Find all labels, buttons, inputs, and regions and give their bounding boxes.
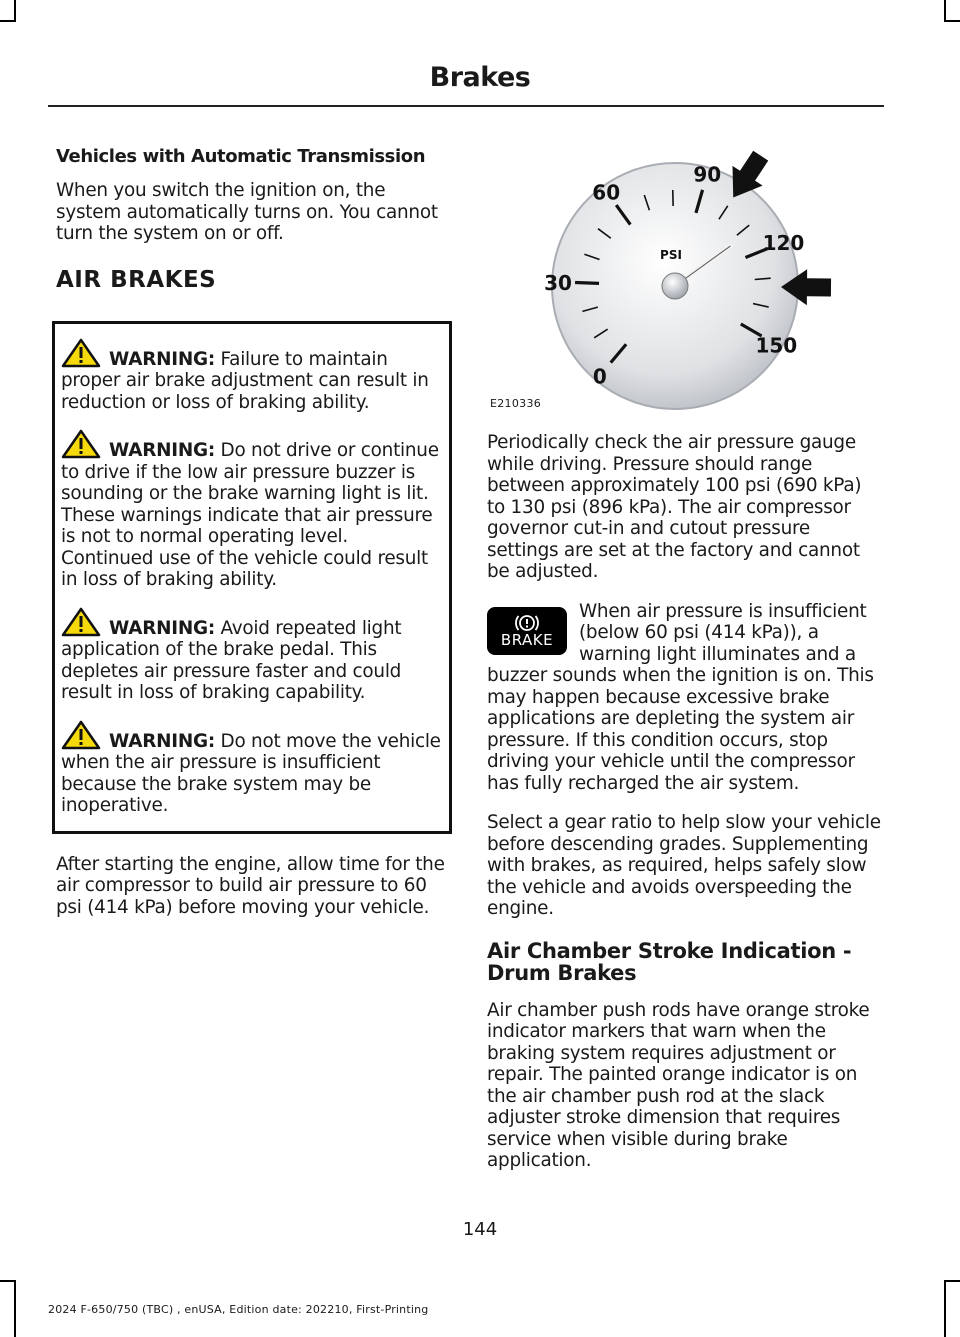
page-title: Brakes	[429, 62, 531, 93]
warning-triangle-icon	[61, 338, 101, 368]
warning-item	[61, 338, 442, 414]
left-column	[56, 146, 448, 936]
warning-light-text: When air pressure is insufficient (below 60 psi (414 kPa)), a warning light illuminates and a buzzer sounds when the ignition is on. This may happen because excessive brake applications are depleting the system air pressure. If this condition occurs, stop driving your vehicle until the compressor has fully recharged the air system.	[487, 600, 874, 794]
warning-item	[61, 607, 442, 704]
gauge-scale-label: 120	[762, 231, 805, 256]
warning-triangle-icon	[61, 607, 101, 637]
crop-mark	[14, 0, 16, 22]
section-title: AIR BRAKES	[56, 266, 217, 293]
warning-label: WARNING:	[109, 440, 215, 461]
stroke-indicator-paragraph: Air chamber push rods have orange stroke indicator markers that warn when the braking system requires adjustment or repair. The painted orange indicator is on the air chamber push rod at the slack adjuster stroke dimension that requires service when visible during brake application.	[487, 999, 870, 1171]
footer-edition: 2024 F-650/750 (TBC) , enUSA, Edition date: 202210, First-Printing	[48, 1303, 429, 1316]
warning-label: WARNING:	[109, 730, 215, 752]
gauge-major-tick	[575, 283, 599, 284]
gauge-unit-label: PSI	[660, 248, 682, 262]
warning-label: WARNING:	[109, 348, 215, 370]
intro-paragraph: When you switch the ignition on, the system automatically turns on. You cannot turn the system on or off.	[56, 180, 438, 244]
crop-mark	[14, 1280, 16, 1337]
warning-triangle-icon	[61, 720, 101, 750]
warning-text: Avoid repeated light application of the brake pedal. This depletes air pressure faster and could result in loss of braking capability.	[61, 617, 402, 703]
brake-warning-light-icon	[487, 607, 567, 655]
gauge-scale-label: 90	[693, 162, 722, 187]
gauge-scale-label: 150	[755, 333, 798, 358]
pressure-check-paragraph: Periodically check the air pressure gauge while driving. Pressure should range between approximately 100 psi (690 kPa) to 130 psi (896 kPa). The air compressor governor cut-in and cutout pressure settings are set at the factory and cannot be adjusted.	[487, 432, 862, 582]
air-pressure-gauge-figure	[487, 146, 882, 416]
warning-triangle-icon	[61, 429, 101, 459]
subheading: Vehicles with Automatic Transmission	[56, 146, 426, 167]
crop-mark	[944, 0, 946, 22]
warning-box	[52, 321, 452, 834]
gauge-scale-label: 30	[544, 270, 572, 295]
figure-id: E210336	[490, 397, 542, 410]
after-start-paragraph: After starting the engine, allow time for the air compressor to build air pressure to 60 psi (414 kPa) before moving your vehicle.	[56, 853, 445, 918]
crop-mark	[944, 1280, 946, 1337]
warning-text: Do not drive or continue to drive if the low air pressure buzzer is sounding or the brake warning light is lit. These warnings indicate that air pressure is not to normal operating level. Continued use of the vehicle could result in loss of braking ability.	[61, 440, 439, 590]
gear-ratio-paragraph: Select a gear ratio to help slow your vehicle before descending grades. Supplementing with brakes, as required, helps safely slow the vehicle and avoids overspeeding the engine.	[487, 812, 881, 919]
warning-text: Do not move the vehicle when the air pressure is insufficient because the brake system may be inoperative.	[61, 730, 441, 816]
crop-mark	[0, 1280, 16, 1282]
header-divider	[48, 105, 884, 107]
gauge-scale-label: 60	[592, 180, 621, 205]
page-number: 144	[462, 1219, 498, 1240]
crop-mark	[944, 20, 960, 22]
warning-item	[61, 720, 442, 817]
brake-icon-label: BRAKE	[500, 631, 554, 649]
warning-item	[61, 429, 442, 591]
section-heading: Air Chamber Stroke Indication - Drum Brakes	[487, 938, 852, 985]
warning-light-paragraph	[487, 601, 882, 795]
gauge-scale-label: 0	[592, 364, 607, 389]
right-column	[487, 146, 882, 1190]
warning-text: Failure to maintain proper air brake adjustment can result in reduction or loss of braking ability.	[61, 348, 429, 413]
air-pressure-gauge	[487, 146, 882, 416]
gauge-indicator-arrow	[732, 151, 768, 198]
crop-mark	[0, 20, 16, 22]
gauge-hub	[662, 273, 688, 299]
crop-mark	[944, 1280, 960, 1282]
warning-label: WARNING:	[109, 617, 215, 639]
